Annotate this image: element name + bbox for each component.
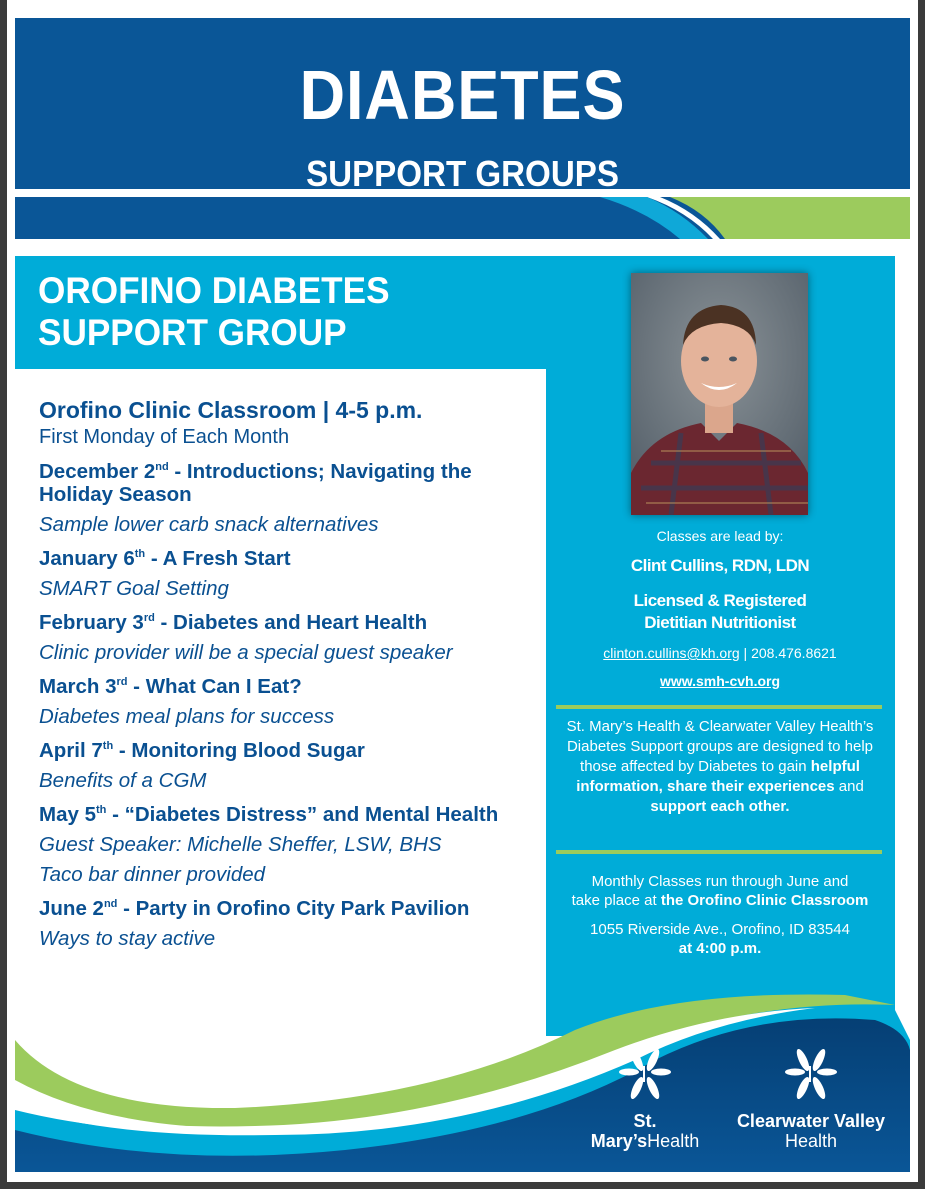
event-detail: Clinic provider will be a special guest speaker (39, 641, 453, 664)
event-date-suffix: nd (103, 898, 118, 911)
group-title (38, 270, 390, 354)
event-heading (39, 739, 549, 762)
group-title-line2: SUPPORT GROUP (38, 312, 347, 353)
event-topic: - Monitoring Blood Sugar (113, 739, 365, 762)
logo2-bold: Clearwater Valley (736, 1111, 886, 1131)
event-date: March 3 (39, 675, 117, 698)
website-link[interactable]: www.smh-cvh.org (659, 673, 781, 689)
event-detail: Sample lower carb snack alternatives (39, 513, 379, 536)
credential-line2: Dietitian Nutritionist (644, 613, 796, 632)
header-banner (15, 18, 910, 194)
logo1-bold: St. Mary’s (590, 1111, 657, 1151)
event-detail: Taco bar dinner provided (39, 863, 266, 886)
about-text-2: and (834, 778, 864, 795)
event-date: January 6 (39, 547, 135, 570)
address-info (546, 920, 894, 958)
event-topic: - What Can I Eat? (127, 675, 302, 698)
event-heading (39, 611, 549, 634)
event-item (39, 739, 549, 796)
about-bold-2: support each other. (650, 798, 790, 815)
address: 1055 Riverside Ave., Orofino, ID 83544 (590, 921, 850, 938)
monthly-line2-prefix: take place at (571, 892, 661, 909)
page-subtitle: SUPPORT GROUPS (306, 153, 619, 194)
event-date: February 3 (39, 611, 144, 634)
event-list (39, 460, 549, 954)
event-heading (39, 675, 549, 698)
event-item (39, 803, 549, 890)
credential-line1: Licensed & Registered (633, 591, 807, 610)
email-link[interactable]: clinton.cullins@kh.org (603, 645, 740, 661)
logo1-regular: Health (647, 1131, 700, 1151)
st-marys-health-logo (580, 1046, 710, 1151)
meeting-frequency: First Monday of Each Month (39, 426, 290, 448)
website (546, 673, 894, 689)
event-date: April 7 (39, 739, 103, 762)
event-date-suffix: rd (143, 612, 155, 625)
instructor-photo (631, 273, 808, 515)
lead-label: Classes are lead by: (656, 528, 784, 544)
page-title: DIABETES (299, 56, 626, 134)
event-detail: Benefits of a CGM (39, 769, 207, 792)
event-date-suffix: nd (155, 461, 169, 474)
event-date-suffix: th (95, 804, 107, 817)
event-item (39, 611, 549, 668)
clearwater-valley-health-logo (736, 1046, 886, 1151)
location-time: Orofino Clinic Classroom | 4-5 p.m. (39, 397, 423, 423)
event-topic: - “Diabetes Distress” and Mental Health (106, 803, 499, 826)
group-title-line1: OROFINO DIABETES (38, 270, 390, 311)
event-detail: Ways to stay active (39, 927, 216, 950)
logo2-regular: Health (784, 1131, 838, 1151)
event-topic: - Diabetes and Heart Health (154, 611, 428, 634)
phone-number: 208.476.8621 (751, 645, 837, 661)
event-item (39, 547, 549, 604)
event-item (39, 675, 549, 732)
event-detail: Guest Speaker: Michelle Sheffer, LSW, BHS (39, 833, 442, 856)
event-heading (39, 460, 549, 506)
decorative-stripe (15, 197, 910, 239)
instructor-credentials (546, 590, 894, 634)
start-time: at 4:00 p.m. (678, 940, 762, 957)
event-date: June 2 (39, 897, 104, 920)
monthly-line1: Monthly Classes run through June and (591, 873, 849, 890)
event-detail: SMART Goal Setting (39, 577, 229, 600)
event-topic: - Introductions; Navigating the Holiday Season (39, 460, 472, 506)
about-text (546, 717, 894, 817)
event-heading (39, 803, 549, 826)
event-item (39, 897, 549, 954)
separator: | (739, 645, 752, 661)
instructor-name: Clint Cullins, RDN, LDN (630, 556, 810, 575)
event-heading (39, 547, 549, 570)
event-topic: - A Fresh Start (145, 547, 291, 570)
event-item (39, 460, 549, 540)
event-date: May 5 (39, 803, 96, 826)
divider-top (556, 705, 882, 709)
event-date-suffix: th (102, 740, 114, 753)
monthly-line2-bold: the Orofino Clinic Classroom (660, 892, 869, 909)
event-date-suffix: rd (116, 676, 128, 689)
about-bold-1: helpful information, share their experiences (576, 758, 860, 795)
event-heading (39, 897, 549, 920)
event-date: December 2 (39, 460, 156, 483)
flower-logo-icon (783, 1046, 839, 1102)
about-text-1: St. Mary’s Health & Clearwater Valley Health’s Diabetes Support groups are designed to help those affected by Diabetes to gain (566, 718, 874, 775)
contact-info (546, 645, 894, 661)
event-detail: Diabetes meal plans for success (39, 705, 335, 728)
divider-bottom (556, 850, 882, 854)
flower-logo-icon (617, 1046, 673, 1102)
monthly-info (546, 872, 894, 910)
event-date-suffix: th (134, 548, 146, 561)
event-topic: - Party in Orofino City Park Pavilion (117, 897, 470, 920)
schedule (39, 396, 549, 961)
